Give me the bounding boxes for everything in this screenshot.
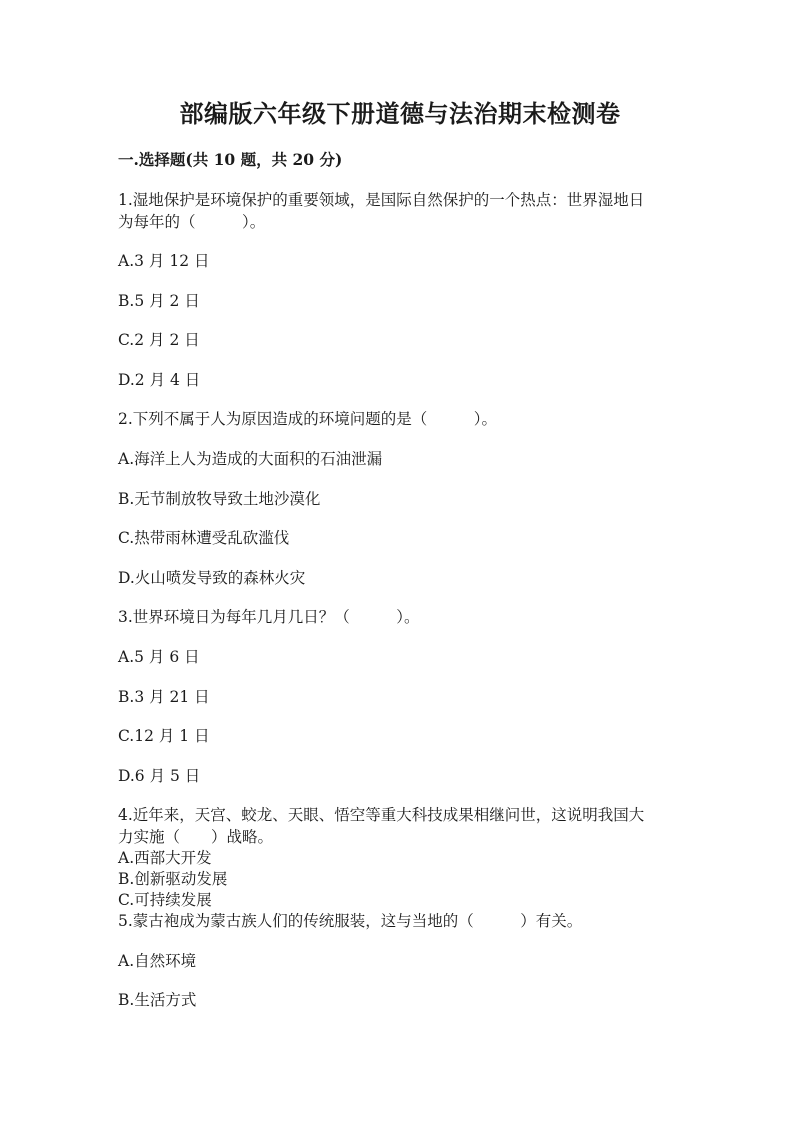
question-4-stem-line-1: 4.近年来，天宫、蛟龙、天眼、悟空等重大科技成果相继问世，这说明我国大: [118, 806, 645, 824]
question-2-option-a: A.海洋上人为造成的大面积的石油泄漏: [118, 450, 383, 468]
question-5-stem: 5.蒙古袍成为蒙古族人们的传统服装，这与当地的（ ）有关。: [118, 912, 583, 930]
question-1-option-a: A.3 月 12 日: [118, 252, 210, 270]
question-2-stem: 2.下列不属于人为原因造成的环境问题的是（ ）。: [118, 410, 498, 428]
question-1-option-d: D.2 月 4 日: [118, 371, 201, 389]
question-4-option-a: A.西部大开发: [118, 849, 212, 867]
question-4-option-b: B.创新驱动发展: [118, 870, 228, 888]
question-4-option-c: C.可持续发展: [118, 891, 212, 909]
question-1-stem-line-1: 1.湿地保护是环境保护的重要领域，是国际自然保护的一个热点：世界湿地日: [118, 191, 645, 209]
section-heading: 一.选择题(共 10 题，共 20 分): [118, 150, 343, 169]
question-2-option-b: B.无节制放牧导致土地沙漠化: [118, 490, 321, 508]
question-1-stem-line-2: 为每年的（ ）。: [118, 213, 266, 231]
question-2-option-c: C.热带雨林遭受乱砍滥伐: [118, 529, 290, 547]
question-2-option-d: D.火山喷发导致的森林火灾: [118, 569, 306, 587]
question-3-option-a: A.5 月 6 日: [118, 648, 200, 666]
question-3-stem: 3.世界环境日为每年几月几日？（ ）。: [118, 608, 420, 626]
question-3-option-c: C.12 月 1 日: [118, 727, 210, 745]
page-title: 部编版六年级下册道德与法治期末检测卷: [179, 99, 621, 128]
question-5-option-a: A.自然环境: [118, 952, 197, 970]
question-5-option-b: B.生活方式: [118, 991, 197, 1009]
question-3-option-b: B.3 月 21 日: [118, 688, 210, 706]
question-1-option-b: B.5 月 2 日: [118, 292, 200, 310]
question-4-stem-line-2: 力实施（ ）战略。: [118, 828, 274, 846]
question-3-option-d: D.6 月 5 日: [118, 767, 201, 785]
question-1-option-c: C.2 月 2 日: [118, 331, 200, 349]
